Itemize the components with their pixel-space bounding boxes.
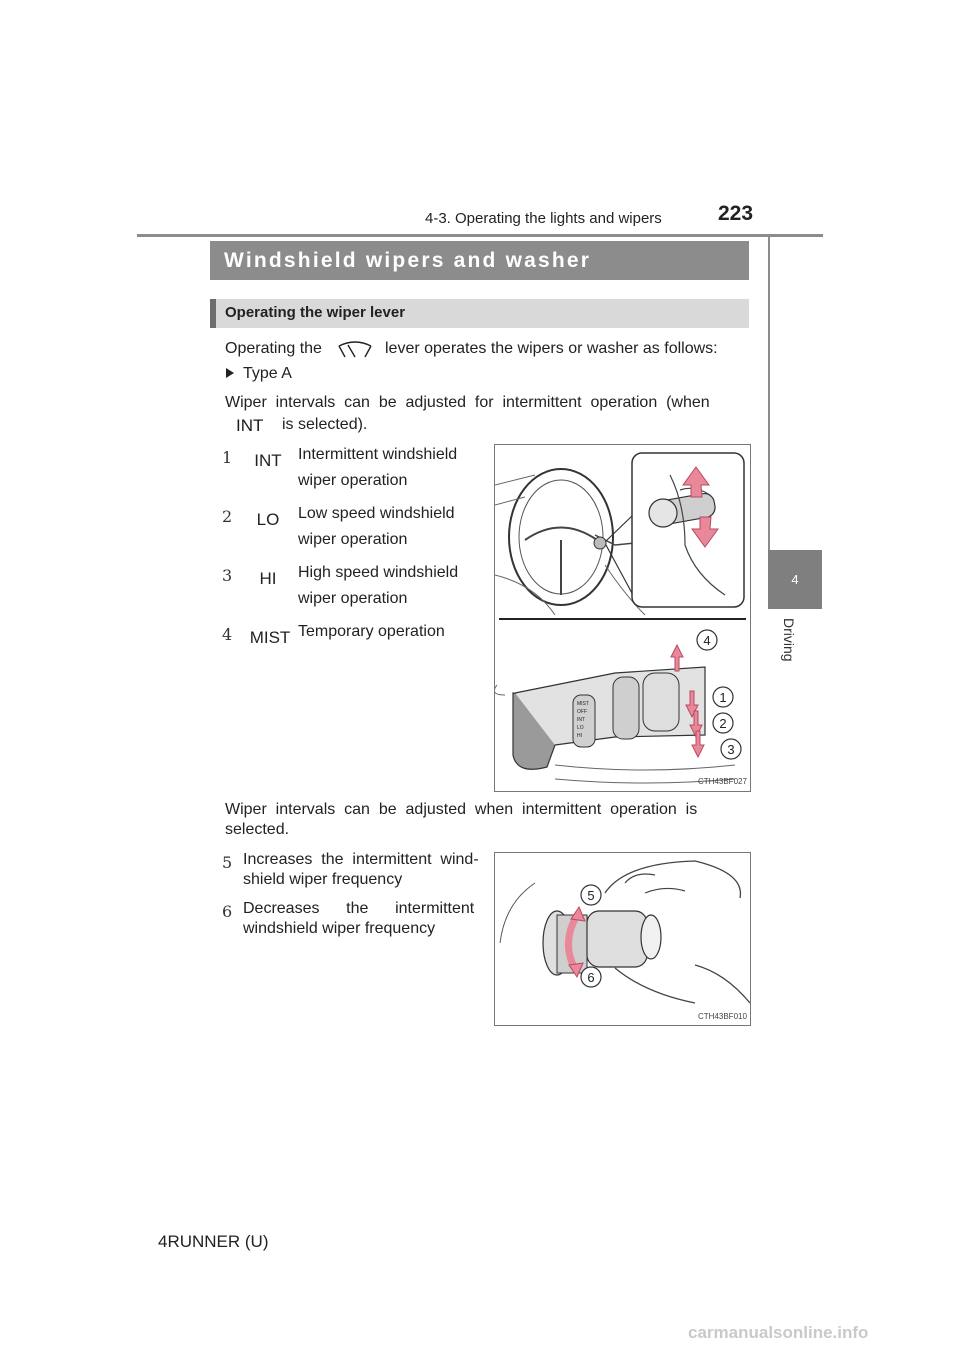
mode-desc-1b: wiper operation bbox=[298, 472, 408, 489]
mode-desc-3a: High speed windshield bbox=[298, 564, 459, 581]
adjust-number-5: 5 bbox=[222, 853, 233, 872]
mode-number-4: 4 bbox=[222, 625, 233, 644]
wiper-icon bbox=[336, 337, 374, 359]
switch-label-off: OFF bbox=[577, 709, 587, 715]
mode-code-int: INT bbox=[254, 451, 282, 470]
interval-adjust-illustration bbox=[495, 853, 750, 1025]
chapter-tab[interactable]: 4 bbox=[768, 550, 822, 609]
adjust-desc-6b: windshield wiper frequency bbox=[243, 920, 436, 937]
adjust-desc-5a: Increases the intermittent wind- bbox=[243, 851, 479, 868]
mode-desc-2b: wiper operation bbox=[298, 531, 408, 548]
intro-text-end: lever operates the wipers or washer as follows: bbox=[385, 340, 718, 357]
mode-desc-2a: Low speed windshield bbox=[298, 505, 455, 522]
mode-code-lo: LO bbox=[256, 510, 280, 529]
mode-code-hi: HI bbox=[259, 569, 277, 588]
header-rule bbox=[137, 234, 823, 237]
figure1-code: CTH43BF027 bbox=[698, 777, 747, 786]
figure1-callout-2: 2 bbox=[719, 716, 727, 731]
section-subtitle: Operating the wiper lever bbox=[225, 304, 406, 321]
mode-number-2: 2 bbox=[222, 507, 233, 526]
figure2-callout-6: 6 bbox=[587, 970, 595, 985]
switch-label-lo: LO bbox=[577, 725, 584, 731]
chapter-label: Driving bbox=[781, 618, 797, 662]
figure1-callout-1: 1 bbox=[719, 690, 727, 705]
mode-code-mist: MIST bbox=[249, 628, 291, 647]
mode-number-1: 1 bbox=[222, 448, 233, 467]
adjust-number-6: 6 bbox=[222, 902, 233, 921]
mode-number-3: 3 bbox=[222, 566, 233, 585]
page-title: Windshield wipers and washer bbox=[224, 249, 592, 272]
interval-note-code: INT bbox=[236, 416, 264, 435]
switch-label-hi: HI bbox=[577, 733, 582, 739]
subtitle-accent bbox=[210, 299, 216, 328]
figure1-callout-4: 4 bbox=[703, 633, 711, 648]
adjust-desc-6a: Decreases the intermittent bbox=[243, 900, 475, 917]
page-number: 223 bbox=[718, 202, 754, 225]
adjust-desc-5b: shield wiper frequency bbox=[243, 871, 403, 888]
figure1-callout-3: 3 bbox=[727, 742, 735, 757]
adjust-note-line2: selected. bbox=[225, 821, 290, 838]
figure2-callout-5: 5 bbox=[587, 888, 595, 903]
figure2-code: CTH43BF010 bbox=[698, 1012, 747, 1021]
watermark[interactable]: carmanualsonline.info bbox=[688, 1323, 869, 1342]
adjust-note-line1: Wiper intervals can be adjusted when intermittent operation is bbox=[225, 801, 698, 818]
switch-label-int: INT bbox=[577, 717, 586, 723]
interval-adjust-figure bbox=[494, 852, 751, 1026]
section-header: 4-3. Operating the lights and wipers bbox=[425, 210, 662, 227]
intro-text-start: Operating the bbox=[225, 340, 322, 357]
wiper-lever-figure bbox=[494, 444, 751, 792]
mode-desc-3b: wiper operation bbox=[298, 590, 408, 607]
footer-model: 4RUNNER (U) bbox=[158, 1232, 269, 1251]
mode-desc-4a: Temporary operation bbox=[298, 623, 445, 640]
mode-desc-1a: Intermittent windshield bbox=[298, 446, 458, 463]
triangle-bullet-icon bbox=[225, 366, 235, 380]
interval-note-line2: is selected). bbox=[282, 416, 368, 433]
side-divider bbox=[768, 234, 770, 550]
switch-label-mist: MIST bbox=[577, 701, 589, 707]
type-label: Type A bbox=[243, 365, 292, 382]
wiper-lever-illustration bbox=[495, 445, 750, 791]
interval-note-line1: Wiper intervals can be adjusted for intermittent operation (when bbox=[225, 394, 710, 411]
